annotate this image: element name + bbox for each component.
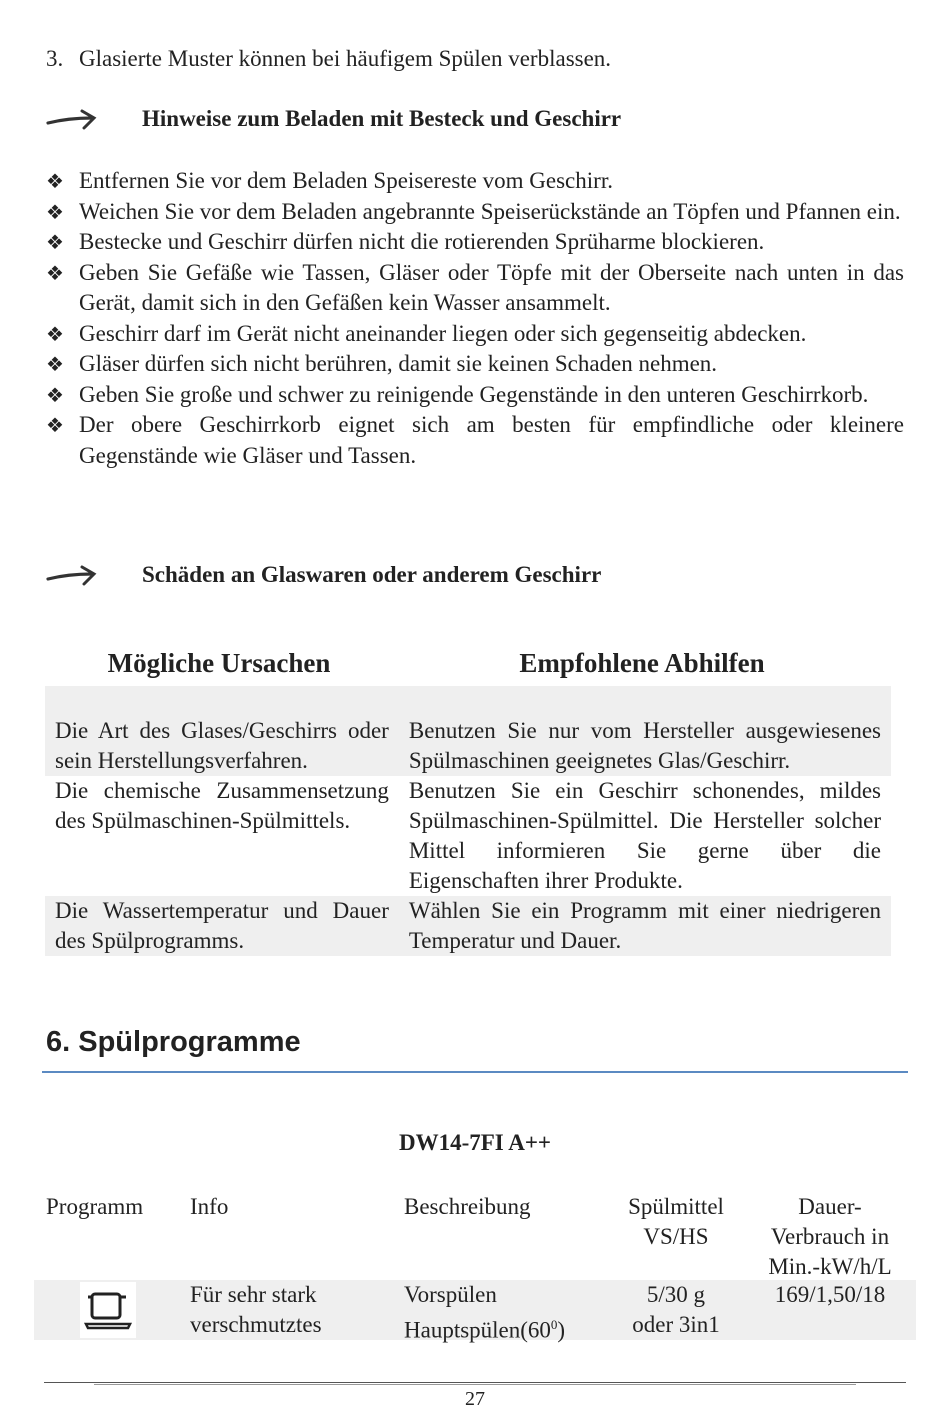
section-title: 6. Spülprogramme bbox=[46, 1026, 301, 1058]
list-item: ❖ Geschirr darf im Gerät nicht aneinander liegen oder sich gegenseitig abdecken. bbox=[46, 319, 904, 350]
causes-remedies-table bbox=[45, 648, 891, 956]
page-number: 27 bbox=[465, 1388, 485, 1410]
hint-title: Schäden an Glaswaren oder anderem Geschirr bbox=[142, 562, 602, 587]
remedy-cell: Wählen Sie ein Programm mit einer niedrigeren Temperatur und Dauer. bbox=[408, 898, 881, 953]
column-header-dauer: Dauer- Verbrauch in Min.-kW/h/L bbox=[768, 1194, 892, 1279]
bullet-icon: ❖ bbox=[46, 169, 64, 193]
item-number: 3. bbox=[46, 46, 64, 71]
column-header-beschreibung: Beschreibung bbox=[404, 1194, 531, 1219]
hint-title: Hinweise zum Beladen mit Besteck und Geschirr bbox=[142, 106, 622, 131]
item-text: Glasierte Muster können bei häufigem Spülen verblassen. bbox=[79, 46, 612, 71]
model-title: DW14-7FI A++ bbox=[398, 1130, 552, 1155]
table-row bbox=[45, 896, 891, 956]
bullet-icon: ❖ bbox=[46, 382, 64, 407]
column-header-info: Info bbox=[190, 1194, 229, 1219]
cause-cell: Die Wassertemperatur und Dauer des Spülprogramms. bbox=[55, 898, 389, 953]
detergent-cell: 5/30 g oder 3in1 bbox=[632, 1282, 720, 1337]
bullet-icon: ❖ bbox=[46, 260, 64, 285]
footer-rule-inner bbox=[94, 1384, 856, 1385]
list-item: ❖ Gläser dürfen sich nicht berühren, damit sie keinen Schaden nehmen. bbox=[46, 349, 904, 380]
numbered-item-3 bbox=[46, 46, 611, 72]
bullet-icon: ❖ bbox=[46, 230, 64, 254]
program-icon-cell bbox=[80, 1282, 136, 1338]
list-item: ❖ Entfernen Sie vor dem Beladen Speisereste vom Geschirr. bbox=[46, 166, 904, 197]
bullet-icon: ❖ bbox=[46, 352, 64, 376]
consumption-cell: 169/1,50/18 bbox=[774, 1282, 886, 1307]
list-item: ❖ Geben Sie Gefäße wie Tassen, Gläser oder Töpfe mit der Oberseite nach unten in das Gerät, damit sich in den Gefäßen kein Wasser ansammelt. bbox=[46, 259, 904, 315]
pot-icon bbox=[80, 1282, 136, 1338]
arrow-right-icon bbox=[46, 108, 98, 132]
column-header-programm: Programm bbox=[46, 1194, 144, 1219]
remedy-cell: Benutzen Sie nur vom Hersteller ausgewiesenes Spülmaschinen geeignetes Glas/Geschirr. bbox=[408, 718, 881, 773]
table-header bbox=[45, 648, 891, 686]
bullet-icon: ❖ bbox=[46, 321, 64, 346]
table-header-band bbox=[45, 686, 891, 716]
list-item: ❖ Weichen Sie vor dem Beladen angebrannte Speiserückstände an Töpfen und Pfannen ein. bbox=[46, 197, 904, 228]
cause-cell: Die Art des Glases/Geschirrs oder sein Herstellungsverfahren. bbox=[55, 718, 389, 773]
table-row bbox=[45, 716, 891, 776]
bullet-icon: ❖ bbox=[46, 413, 64, 437]
bullet-list bbox=[46, 166, 904, 471]
list-item: ❖ Der obere Geschirrkorb eignet sich am besten für empfindliche oder kleinere Gegenstände wie Gläser und Tassen. bbox=[46, 412, 904, 468]
column-header-spuelmittel: Spülmittel VS/HS bbox=[628, 1194, 724, 1249]
arrow-right-icon bbox=[46, 564, 98, 588]
remedy-cell: Benutzen Sie ein Geschirr schonendes, mildes Spülmaschinen-Spülmittel. Die Hersteller solcher Mittel informieren Sie gerne über die Eigenschaften ihrer Produkte. bbox=[408, 778, 881, 893]
list-item: ❖ Bestecke und Geschirr dürfen nicht die rotierenden Sprüharme blockieren. bbox=[46, 227, 904, 258]
section-rule bbox=[42, 1071, 908, 1073]
column-header-causes: Mögliche Ursachen bbox=[107, 648, 331, 678]
column-header-remedies: Empfohlene Abhilfen bbox=[519, 648, 765, 678]
footer-rule bbox=[44, 1382, 906, 1383]
list-item: ❖ Geben Sie große und schwer zu reinigende Gegenstände in den unteren Geschirrkorb. bbox=[46, 380, 904, 411]
info-cell: Für sehr stark verschmutztes bbox=[190, 1282, 322, 1337]
table-row bbox=[45, 776, 891, 896]
description-cell: Vorspülen $Hauptspülen(60^0)$ bbox=[404, 1282, 566, 1343]
cause-cell: Die chemische Zusammensetzung des Spülmaschinen-Spülmittels. bbox=[55, 778, 389, 833]
bullet-icon: ❖ bbox=[46, 199, 64, 224]
